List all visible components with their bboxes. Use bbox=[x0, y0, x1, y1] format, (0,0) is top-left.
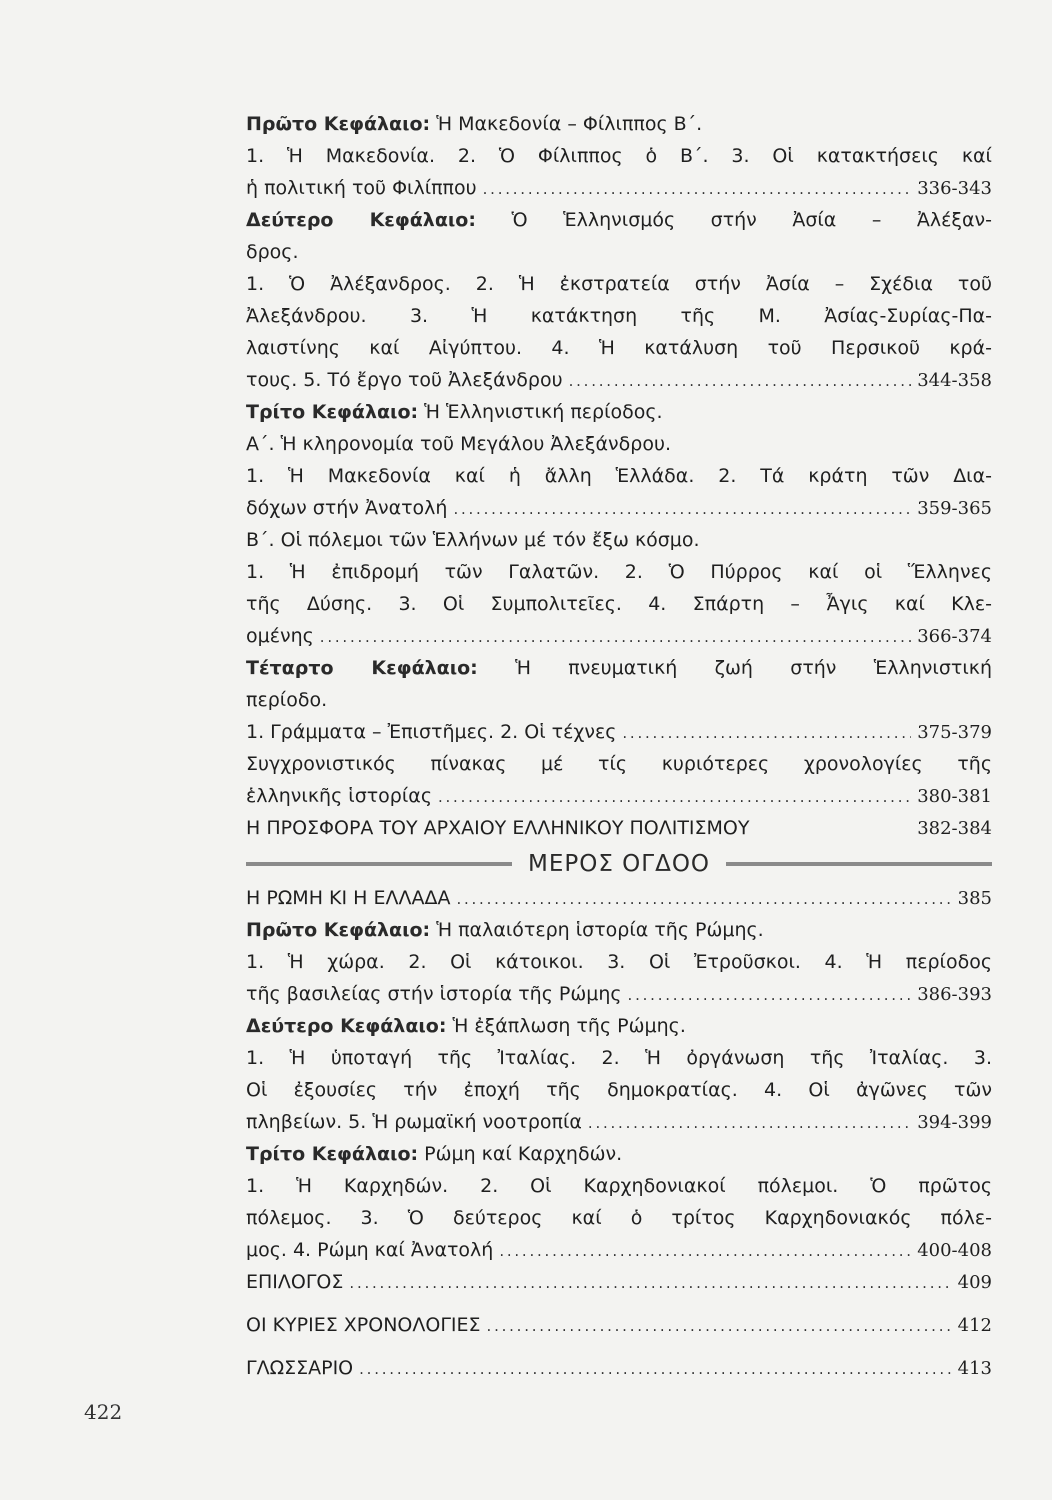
chapter-heading: Τρίτο Κεφάλαιο: bbox=[246, 401, 419, 423]
page-number: 422 bbox=[84, 1400, 123, 1424]
toc-line: Α΄. Ἡ κληρονομία τοῦ Μεγάλου Ἀλεξάνδρου. bbox=[246, 433, 671, 455]
toc-line: 1. Ἡ Καρχηδών. 2. Οἱ Καρχηδονιακοί πόλεμοι. Ὁ πρῶτος bbox=[246, 1175, 992, 1197]
entry-text: ΕΠΙΛΟΓΟΣ bbox=[246, 1271, 344, 1293]
page-range: 375-379 bbox=[917, 722, 992, 743]
chapter-title: Ἡ παλαιότερη ἱστορία τῆς Ρώμης. bbox=[430, 919, 764, 941]
divider bbox=[246, 862, 512, 866]
chapter-heading: Δεύτερο Κεφάλαιο: bbox=[246, 209, 476, 231]
chapter-title: Ρώμη καί Καρχηδών. bbox=[418, 1143, 623, 1165]
dot-leader bbox=[349, 1267, 951, 1299]
toc-line bbox=[246, 1010, 992, 1042]
chapter-title: Ἡ Ἑλληνιστική περίοδος. bbox=[418, 401, 663, 423]
part-title: ΜΕΡΟΣ ΟΓΔΟΟ bbox=[527, 851, 711, 877]
entry-text: δόχων στήν Ἀνατολή bbox=[246, 497, 448, 519]
toc-line: 1. Ἡ χώρα. 2. Οἱ κάτοικοι. 3. Οἱ Ἐτροῦσκοι. 4. Ἡ περίοδος bbox=[246, 951, 992, 973]
entry-text: Η ΡΩΜΗ ΚΙ Η ΕΛΛΑΔΑ bbox=[246, 887, 451, 909]
page-range: 409 bbox=[957, 1272, 992, 1293]
toc-line bbox=[246, 396, 992, 428]
page-range: 344-358 bbox=[917, 370, 992, 391]
entry-text: ἑλληνικῆς ἱστορίας bbox=[246, 785, 432, 807]
dot-leader bbox=[456, 883, 951, 915]
chapter-title: Ὁ Ἑλληνισμός στήν Ἀσία – Ἀλέξαν- bbox=[475, 209, 992, 231]
chapter-title: Ἡ Μακεδονία – Φίλιππος Β΄. bbox=[430, 113, 703, 135]
dot-leader bbox=[483, 173, 912, 205]
toc-line: περίοδο. bbox=[246, 689, 328, 711]
chapter-title: Ἡ ἐξάπλωση τῆς Ρώμης. bbox=[446, 1015, 686, 1037]
toc-line bbox=[246, 204, 992, 236]
dot-leader bbox=[628, 979, 912, 1011]
page-range: 400-408 bbox=[917, 1240, 992, 1261]
entry-text: ΟΙ ΚΥΡΙΕΣ ΧΡΟΝΟΛΟΓΙΕΣ bbox=[246, 1314, 481, 1336]
toc-line bbox=[246, 914, 992, 946]
dot-leader bbox=[453, 493, 911, 525]
toc-entry bbox=[246, 882, 992, 914]
chapter-heading: Πρῶτο Κεφάλαιο: bbox=[246, 919, 431, 941]
toc-entry bbox=[246, 1352, 992, 1384]
toc-entry bbox=[246, 780, 992, 812]
entry-text: ἡ πολιτική τοῦ Φιλίππου bbox=[246, 177, 477, 199]
toc-entry bbox=[246, 716, 992, 748]
dot-leader bbox=[588, 1107, 911, 1139]
dot-leader bbox=[438, 781, 911, 813]
chapter-heading: Τρίτο Κεφάλαιο: bbox=[246, 1143, 419, 1165]
entry-text: πληβείων. 5. Ἡ ρωμαϊκή νοοτροπία bbox=[246, 1111, 582, 1133]
toc-line bbox=[246, 108, 992, 140]
toc-line bbox=[246, 652, 992, 684]
page-range: 359-365 bbox=[917, 498, 992, 519]
toc-line: λαιστίνης καί Αἰγύπτου. 4. Ἡ κατάλυση τοῦ Περσικοῦ κρά- bbox=[246, 337, 992, 359]
toc-entry bbox=[246, 1106, 992, 1138]
dot-leader bbox=[320, 621, 911, 653]
divider bbox=[726, 862, 992, 866]
page-range: 380-381 bbox=[917, 786, 992, 807]
page-range: 394-399 bbox=[917, 1112, 992, 1133]
page-range: 386-393 bbox=[917, 984, 992, 1005]
toc-line: 1. Ἡ ὑποταγή τῆς Ἰταλίας. 2. Ἡ ὀργάνωση τῆς Ἰταλίας. 3. bbox=[246, 1047, 992, 1069]
page-range: 413 bbox=[957, 1358, 992, 1379]
chapter-title: Ἡ πνευματική ζωή στήν Ἑλληνιστική bbox=[477, 657, 992, 679]
toc-entry bbox=[246, 812, 992, 844]
toc-entry bbox=[246, 364, 992, 396]
page-range: 412 bbox=[957, 1315, 992, 1336]
toc-line: τῆς Δύσης. 3. Οἱ Συμπολιτεῖες. 4. Σπάρτη – Ἆγις καί Κλε- bbox=[246, 593, 992, 615]
entry-text: 1. Γράμματα – Ἐπιστῆμες. 2. Οἱ τέχνες bbox=[246, 721, 617, 743]
toc-line: 1. Ἡ Μακεδονία. 2. Ὁ Φίλιππος ὁ Β΄. 3. Οἱ κατακτήσεις καί bbox=[246, 145, 992, 167]
table-of-contents bbox=[246, 108, 992, 1384]
toc-line: 1. Ἡ ἐπιδρομή τῶν Γαλατῶν. 2. Ὁ Πύρρος καί οἱ Ἕλληνες bbox=[246, 561, 992, 583]
toc-entry bbox=[246, 172, 992, 204]
entry-text: τῆς βασιλείας στήν ἱστορία τῆς Ρώμης bbox=[246, 983, 622, 1005]
page-range: 382-384 bbox=[917, 818, 992, 839]
chapter-heading: Πρῶτο Κεφάλαιο: bbox=[246, 113, 431, 135]
toc-line: πόλεμος. 3. Ὁ δεύτερος καί ὁ τρίτος Καρχηδονιακός πόλε- bbox=[246, 1207, 992, 1229]
dot-leader bbox=[622, 717, 911, 749]
toc-line: Β΄. Οἱ πόλεμοι τῶν Ἑλλήνων μέ τόν ἔξω κόσμο. bbox=[246, 529, 700, 551]
toc-line: 1. Ἡ Μακεδονία καί ἡ ἄλλη Ἑλλάδα. 2. Τά κράτη τῶν Δια- bbox=[246, 465, 992, 487]
chapter-heading: Δεύτερο Κεφάλαιο: bbox=[246, 1015, 447, 1037]
dot-leader bbox=[569, 365, 912, 397]
dot-leader bbox=[499, 1235, 911, 1267]
toc-line: 1. Ὁ Ἀλέξανδρος. 2. Ἡ ἐκστρατεία στήν Ἀσία – Σχέδια τοῦ bbox=[246, 273, 992, 295]
toc-line: Οἱ ἐξουσίες τήν ἐποχή τῆς δημοκρατίας. 4. Οἱ ἀγῶνες τῶν bbox=[246, 1079, 992, 1101]
entry-text: μος. 4. Ρώμη καί Ἀνατολή bbox=[246, 1239, 494, 1261]
toc-line bbox=[246, 1138, 992, 1170]
toc-entry bbox=[246, 1234, 992, 1266]
toc-entry bbox=[246, 978, 992, 1010]
page-range: 366-374 bbox=[917, 626, 992, 647]
dot-leader bbox=[487, 1310, 952, 1342]
toc-entry bbox=[246, 1309, 992, 1341]
toc-entry bbox=[246, 492, 992, 524]
toc-entry bbox=[246, 620, 992, 652]
toc-line: Ἀλεξάνδρου. 3. Ἡ κατάκτηση τῆς Μ. Ἀσίας-Συρίας-Πα- bbox=[246, 305, 992, 327]
chapter-heading: Τέταρτο Κεφάλαιο: bbox=[246, 657, 478, 679]
page-range: 336-343 bbox=[917, 178, 992, 199]
toc-line: Συγχρονιστικός πίνακας μέ τίς κυριότερες χρονολογίες τῆς bbox=[246, 753, 992, 775]
entry-text: τους. 5. Τό ἔργο τοῦ Ἀλεξάνδρου bbox=[246, 369, 563, 391]
page-range: 385 bbox=[957, 888, 992, 909]
toc-line: δρος. bbox=[246, 241, 299, 263]
part-heading bbox=[246, 846, 992, 882]
toc-entry bbox=[246, 1266, 992, 1298]
entry-text: ΓΛΩΣΣΑΡΙΟ bbox=[246, 1357, 354, 1379]
entry-text: ομένης bbox=[246, 625, 314, 647]
dot-leader bbox=[359, 1353, 952, 1385]
entry-text: Η ΠΡΟΣΦΟΡΑ ΤΟΥ ΑΡΧΑΙΟΥ ΕΛΛΗΝΙΚΟΥ ΠΟΛΙΤΙΣΜΟΥ bbox=[246, 817, 750, 839]
